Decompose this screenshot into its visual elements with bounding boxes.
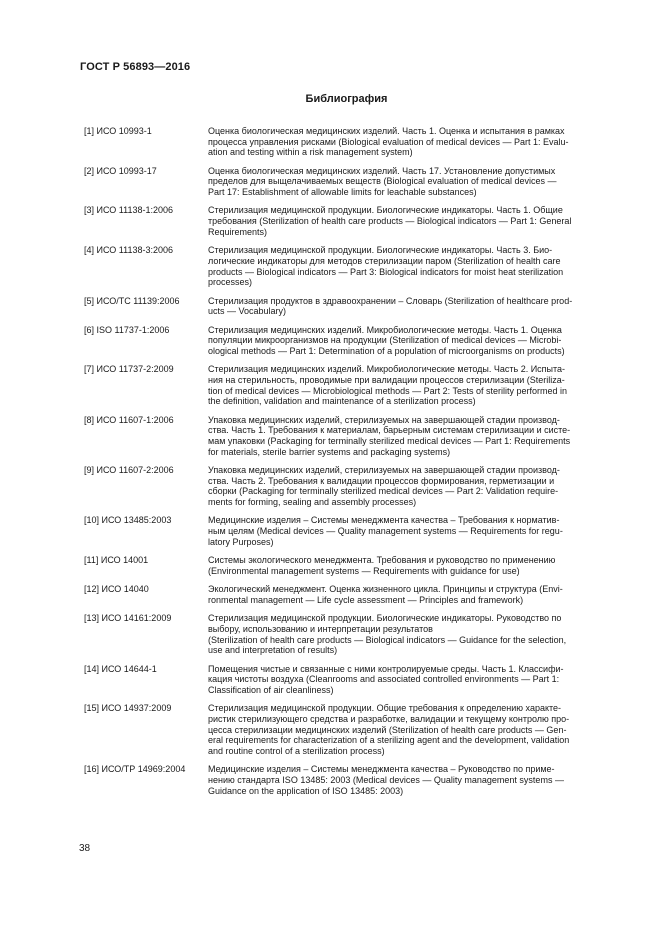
entry-reference: [5] ИСО/ТС 11139:2006: [84, 295, 180, 306]
bibliography-entry: [84, 166, 612, 198]
entry-reference: [10] ИСО 13485:2003: [84, 515, 172, 526]
bibliography-entry: [84, 515, 612, 547]
entry-text: Помещения чистые и связанные с ними контролируемые среды. Часть 1. Классифи- кация чистоты воздуха (Cleanrooms and associated controlled environments — Part 1: Classification of air cleanliness): [208, 663, 564, 695]
entry-reference: [6] ISO 11737-1:2006: [84, 324, 170, 335]
entry-text: Упаковка медицинских изделий, стерилизуемых на завершающей стадии производ- ства. Часть 1. Требования к материалам, барьерным системам стерилизации и систе- мам упаковки (Packaging for terminally sterilized medical devices — Part 1: Requirements for materials, sterile barrier systems and packaging systems): [208, 414, 571, 457]
bibliography-list: [84, 126, 612, 804]
bibliography-entry: [84, 555, 612, 576]
entry-reference: [13] ИСО 14161:2009: [84, 613, 172, 624]
entry-reference: [11] ИСО 14001: [84, 555, 149, 566]
document-code: ГОСТ Р 56893—2016: [80, 61, 191, 73]
entry-text: Экологический менеджмент. Оценка жизненного цикла. Принципы и структура (Envi- ronmental management — Life cycle assessment — Principles and framework): [208, 584, 563, 605]
bibliography-entry: [84, 325, 612, 357]
bibliography-entry: [84, 664, 612, 696]
entry-text: Стерилизация продуктов в здравоохранении – Словарь (Sterilization of healthcare prod- ucts — Vocabulary): [208, 295, 573, 317]
bibliography-entry: [84, 465, 612, 508]
entry-text: Стерилизация медицинских изделий. Микробиологические методы. Часть 2. Испыта- ния на стерильность, проводимые при валидации процессов стерилизации (Steriliza- tion of medical devices — Microbiological methods — Part 2: Tests of sterility performed in the definition, validation and maintenance of a sterilization process): [208, 364, 567, 407]
entry-reference: [12] ИСО 14040: [84, 584, 149, 595]
entry-reference: [2] ИСО 10993-17: [84, 165, 157, 176]
entry-reference: [14] ИСО 14644-1: [84, 663, 157, 674]
bibliography-entry: [84, 364, 612, 407]
entry-reference: [16] ИСО/ТР 14969:2004: [84, 764, 186, 775]
section-title: Библиография: [305, 93, 388, 105]
entry-reference: [4] ИСО 11138-3:2006: [84, 245, 173, 256]
entry-text: Стерилизация медицинской продукции. Биологические индикаторы. Часть 1. Общие требования (Sterilization of health care products — Biological indicators — Part 1: General Requirements): [208, 205, 572, 237]
bibliography-entry: [84, 613, 612, 656]
bibliography-entry: [84, 245, 612, 288]
entry-text: Стерилизация медицинских изделий. Микробиологические методы. Часть 1. Оценка популяции микроорганизмов на продукции (Sterilization of medical devices — Microbi- ological methods — Part 1: Determination of a population of microorganisms on products): [208, 324, 565, 356]
entry-text: Системы экологического менеджмента. Требования и руководство по применению (Environmental management systems — Requirements with guidance for use): [208, 555, 556, 576]
bibliography-entry: [84, 296, 612, 317]
bibliography-entry: [84, 126, 612, 158]
bibliography-entry: [84, 205, 612, 237]
entry-reference: [3] ИСО 11138-1:2006: [84, 205, 173, 216]
bibliography-entry: [84, 584, 612, 605]
entry-reference: [9] ИСО 11607-2:2006: [84, 465, 174, 476]
entry-text: Оценка биологическая медицинских изделий. Часть 1. Оценка и испытания в рамках процесса управления рисками (Biological evaluation of medical devices — Part 1: Evalu- ation and testing within a risk management system): [208, 126, 569, 158]
bibliography-entry: [84, 415, 612, 458]
entry-text: Медицинские изделия – Системы менеджмента качества – Требования к норматив- ным целям (Medical devices — Quality management systems — Requirements for regu- latory Purposes): [208, 515, 563, 547]
entry-text: Стерилизация медицинской продукции. Биологические индикаторы. Часть 3. Био- логические индикаторы для методов стерилизации паром (Sterilization of health care products — Biological indicators — Part 3: Biological indicators for moist heat sterilization processes): [208, 245, 564, 288]
entry-text: Медицинские изделия – Системы менеджмента качества – Руководство по приме- нению стандарта ISO 13485: 2003 (Medical devices — Quality management systems — Guidance on the application of ISO 13485: 2003): [208, 764, 564, 796]
bibliography-entry: [84, 764, 612, 796]
bibliography-entry: [84, 703, 612, 757]
entry-text: Упаковка медицинских изделий, стерилизуемых на завершающей стадии производ- ства. Часть 2. Требования к валидации процессов формирования, герметизации и сборки (Packaging for terminally sterilized medical devices — Part 2: Validation require- ments for forming, sealing and assembly processes): [208, 465, 560, 508]
entry-text: Оценка биологическая медицинских изделий. Часть 17. Установление допустимых пределов для выщелачиваемых веществ (Biological evaluation of medical devices — Part 17: Establishment of allowable limits for leachable substances): [208, 165, 557, 198]
page-number: 38: [79, 843, 91, 854]
entry-text: Стерилизация медицинской продукции. Общие требования к определению характе- ристик стерилизующего средства и разработке, валидации и текущему контролю про- цесса стерилизации медицинских изделий (Sterilization of health care products — Gen- eral requirements for characterization of a sterilizing agent and the development, validation and routine control of a sterilization process): [208, 703, 570, 757]
entry-reference: [1] ИСО 10993-1: [84, 126, 152, 136]
entry-reference: [8] ИСО 11607-1:2006: [84, 414, 174, 425]
entry-text: Стерилизация медицинской продукции. Биологические индикаторы. Руководство по выбору, использованию и интерпретации результатов (Sterilization of health care products — Biological indicators — Guidance for the selection, use and interpretation of results): [208, 613, 567, 656]
entry-reference: [7] ИСО 11737-2:2009: [84, 364, 174, 375]
entry-reference: [15] ИСО 14937:2009: [84, 703, 172, 714]
